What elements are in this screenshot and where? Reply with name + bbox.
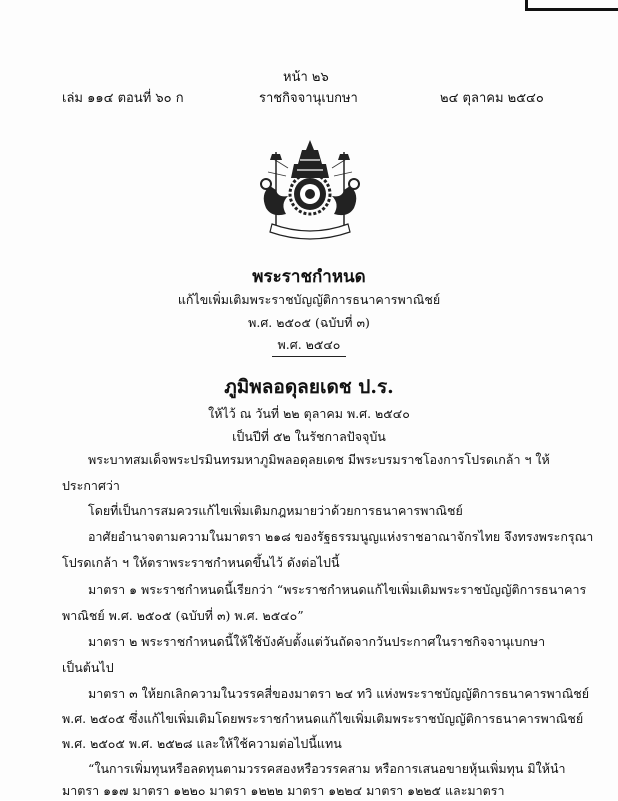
authority-line-1: อาศัยอำนาจตามความในมาตรา ๒๑๘ ของรัฐธรรมนูญแห่งราชอาณาจักรไทย จึงทรงพระกรุณา bbox=[88, 529, 594, 544]
preamble-line-2: ประกาศว่า bbox=[62, 478, 120, 493]
reason-paragraph: โดยที่เป็นการสมควรแก้ไขเพิ่มเติมกฎหมายว่าด้วยการธนาคารพาณิชย์ bbox=[88, 503, 463, 518]
section-2-line-2: เป็นต้นไป bbox=[62, 660, 114, 675]
decree-act-year: พ.ศ. ๒๕๐๕ (ฉบับที่ ๓) bbox=[248, 315, 370, 330]
volume-issue: เล่ม ๑๑๔ ตอนที่ ๖๐ ก bbox=[62, 91, 184, 106]
decree-year: พ.ศ. ๒๕๔๐ bbox=[277, 337, 341, 352]
king-signature-name: ภูมิพลอดุลยเดช ป.ร. bbox=[224, 376, 394, 398]
header-date: ๒๔ ตุลาคม ๒๕๔๐ bbox=[440, 91, 544, 106]
given-date: ให้ไว้ ณ วันที่ ๒๒ ตุลาคม พ.ศ. ๒๕๔๐ bbox=[208, 406, 410, 421]
section-1-line-2: พาณิชย์ พ.ศ. ๒๕๐๕ (ฉบับที่ ๓) พ.ศ. ๒๕๔๐” bbox=[62, 608, 304, 623]
page-corner-mark bbox=[525, 0, 618, 11]
quoted-text-line-1: “ในการเพิ่มทุนหรือลดทุนตามวรรคสองหรือวรรคสาม หรือการเสนอขายหุ้นเพิ่มทุน มิให้นำ bbox=[88, 761, 566, 776]
authority-line-2: โปรดเกล้า ฯ ให้ตราพระราชกำหนดขึ้นไว้ ดังต่อไปนี้ bbox=[62, 555, 340, 570]
decree-title: พระราชกำหนด bbox=[252, 267, 366, 287]
quoted-text-line-2: มาตรา ๑๑๗ มาตรา ๑๒๒๐ มาตรา ๑๒๒๒ มาตรา ๑๒๒๔ มาตรา ๑๒๒๕ และมาตรา bbox=[62, 783, 505, 798]
gazette-name: ราชกิจจานุเบกษา bbox=[259, 91, 358, 106]
section-3-line-2: พ.ศ. ๒๕๐๕ ซึ่งแก้ไขเพิ่มเติมโดยพระราชกำหนดแก้ไขเพิ่มเติมพระราชบัญญัติการธนาคารพาณิชย์ bbox=[62, 711, 584, 726]
page-number: หน้า ๒๖ bbox=[283, 70, 329, 85]
reign-year: เป็นปีที่ ๕๒ ในรัชกาลปัจจุบัน bbox=[232, 429, 386, 444]
preamble-line-1: พระบาทสมเด็จพระปรมินทรมหาภูมิพลอดุลยเดช มีพระบรมราชโองการโปรดเกล้า ฯ ให้ bbox=[88, 452, 550, 467]
section-3-line-3: พ.ศ. ๒๕๐๕ พ.ศ. ๒๕๒๘ และให้ใช้ความต่อไปนี้แทน bbox=[62, 736, 342, 751]
section-2-line-1: มาตรา ๒ พระราชกำหนดนี้ให้ใช้บังคับตั้งแต่วันถัดจากวันประกาศในราชกิจจานุเบกษา bbox=[88, 634, 546, 649]
section-3-line-1: มาตรา ๓ ให้ยกเลิกความในวรรคสี่ของมาตรา ๒๔ ทวิ แห่งพระราชบัญญัติการธนาคารพาณิชย์ bbox=[88, 686, 590, 701]
section-1-line-1: มาตรา ๑ พระราชกำหนดนี้เรียกว่า “พระราชกำหนดแก้ไขเพิ่มเติมพระราชบัญญัติการธนาคาร bbox=[88, 582, 587, 597]
title-divider bbox=[272, 356, 346, 357]
garuda-royal-emblem-icon bbox=[252, 138, 368, 240]
decree-subtitle: แก้ไขเพิ่มเติมพระราชบัญญัติการธนาคารพาณิชย์ bbox=[177, 292, 441, 307]
